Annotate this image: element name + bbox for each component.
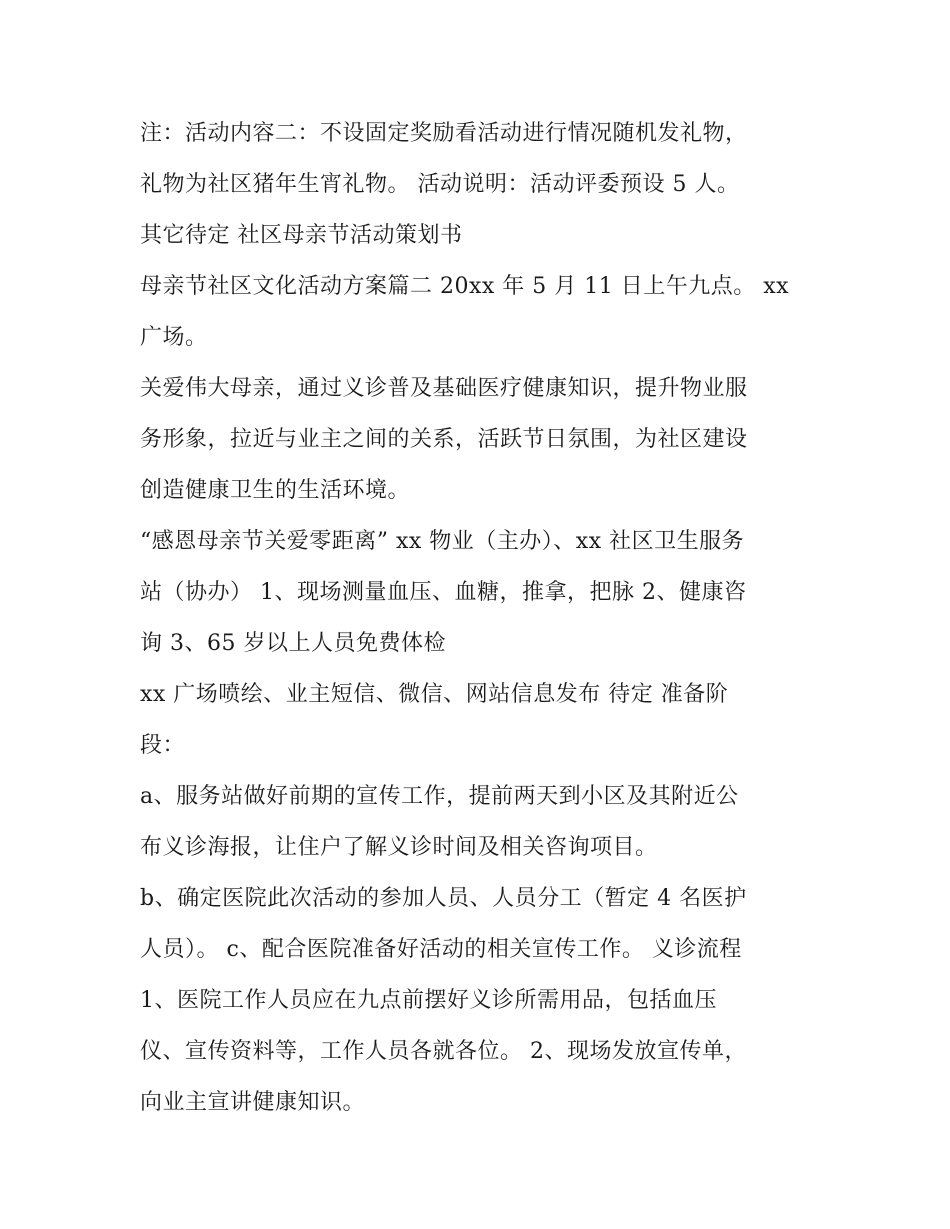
text-line: 仪、宣传资料等，工作人员各就各位。 2、现场发放宣传单， (140, 1039, 747, 1064)
text-line: 人员）。 c、配合医院准备好活动的相关宣传工作。 义诊流程 (140, 937, 742, 962)
text-line: xx 广场喷绘、业主短信、微信、网站信息发布 待定 准备阶 (140, 682, 729, 707)
text-line: 务形象，拉近与业主之间的关系，活跃节日氛围，为社区建设 (140, 427, 748, 452)
text-line: “感恩母亲节关爱零距离” xx 物业（主办）、xx 社区卫生服务 (140, 529, 745, 554)
text-line: 注：活动内容二：不设固定奖励看活动进行情况随机发礼物， (140, 121, 748, 146)
text-line: 站（协办） 1、现场测量血压、血糖，推拿，把脉 2、健康咨 (140, 580, 747, 605)
text-line: b、确定医院此次活动的参加人员、人员分工（暂定 4 名医护 (140, 886, 747, 911)
text-line: 母亲节社区文化活动方案篇二 20xx 年 5 月 11 日上午九点。 xx (140, 274, 790, 299)
text-line: 向业主宣讲健康知识。 (140, 1090, 366, 1115)
text-line: a、服务站做好前期的宣传工作，提前两天到小区及其附近公 (140, 784, 739, 809)
text-line: 其它待定 社区母亲节活动策划书 (140, 223, 463, 248)
text-line: 礼物为社区猪年生宵礼物。 活动说明：活动评委预设 5 人。 (140, 172, 740, 197)
text-line: 询 3、65 岁以上人员免费体检 (140, 631, 446, 656)
text-line: 广场。 (140, 325, 208, 350)
document-body (140, 108, 830, 1128)
text-line: 关爱伟大母亲，通过义诊普及基础医疗健康知识，提升物业服 (140, 376, 748, 401)
text-line: 段： (140, 733, 186, 758)
text-line: 1、医院工作人员应在九点前摆好义诊所需用品，包括血压 (140, 988, 717, 1013)
text-line: 创造健康卫生的生活环境。 (140, 478, 411, 503)
text-line: 布义诊海报，让住户了解义诊时间及相关咨询项目。 (140, 835, 658, 860)
